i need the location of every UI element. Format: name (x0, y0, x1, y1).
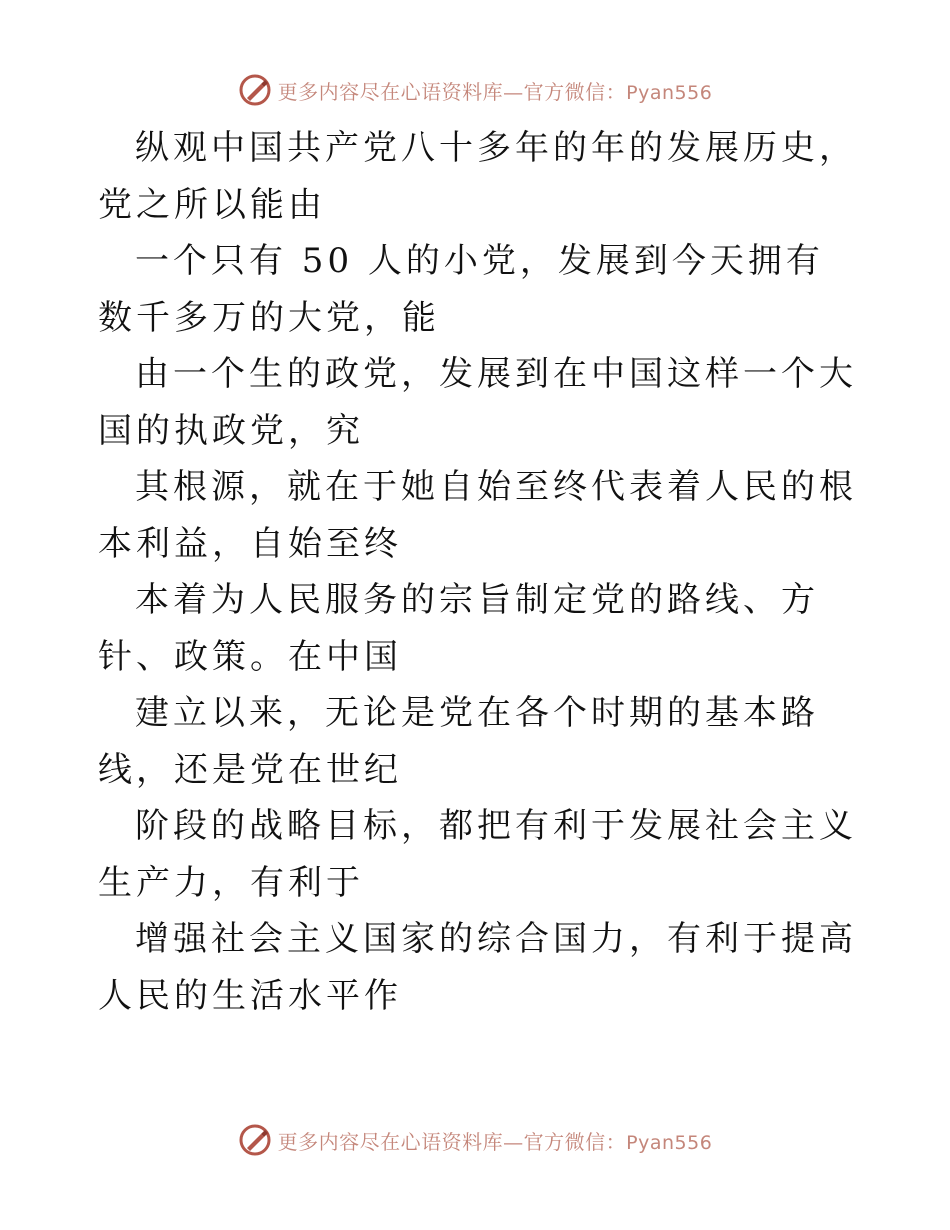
paragraph-2: 一个只有 50 人的小党，发展到今天拥有数千多万的大党，能 (98, 241, 824, 338)
pen-logo-icon (238, 1123, 272, 1157)
banner-text: 更多内容尽在心语资料库—官方微信：Pyan556 (277, 79, 713, 104)
header-banner (0, 70, 950, 110)
wechat-id: Pyan556 (626, 81, 713, 104)
paragraph-7: 阶段的战略目标，都把有利于发展社会主义生产力，有利于 (98, 806, 857, 903)
paragraph-1: 纵观中国共产党八十多年的年的发展历史，党之所以能由 (98, 128, 857, 225)
wechat-id: Pyan556 (626, 1131, 713, 1154)
pen-logo-icon (238, 73, 272, 107)
banner-text: 更多内容尽在心语资料库—官方微信：Pyan556 (277, 1129, 713, 1154)
paragraph-3: 由一个生的政党，发展到在中国这样一个大国的执政党，究 (98, 354, 857, 451)
paragraph-4: 其根源，就在于她自始至终代表着人民的根本利益，自始至终 (98, 467, 857, 564)
paragraph-5: 本着为人民服务的宗旨制定党的路线、方针、政策。在中国 (98, 580, 819, 677)
document-body (98, 120, 858, 1024)
paragraph-8: 增强社会主义国家的综合国力，有利于提高人民的生活水平作 (98, 919, 857, 1016)
paragraph-6: 建立以来，无论是党在各个时期的基本路线，还是党在世纪 (98, 693, 819, 790)
footer-banner (0, 1120, 950, 1160)
